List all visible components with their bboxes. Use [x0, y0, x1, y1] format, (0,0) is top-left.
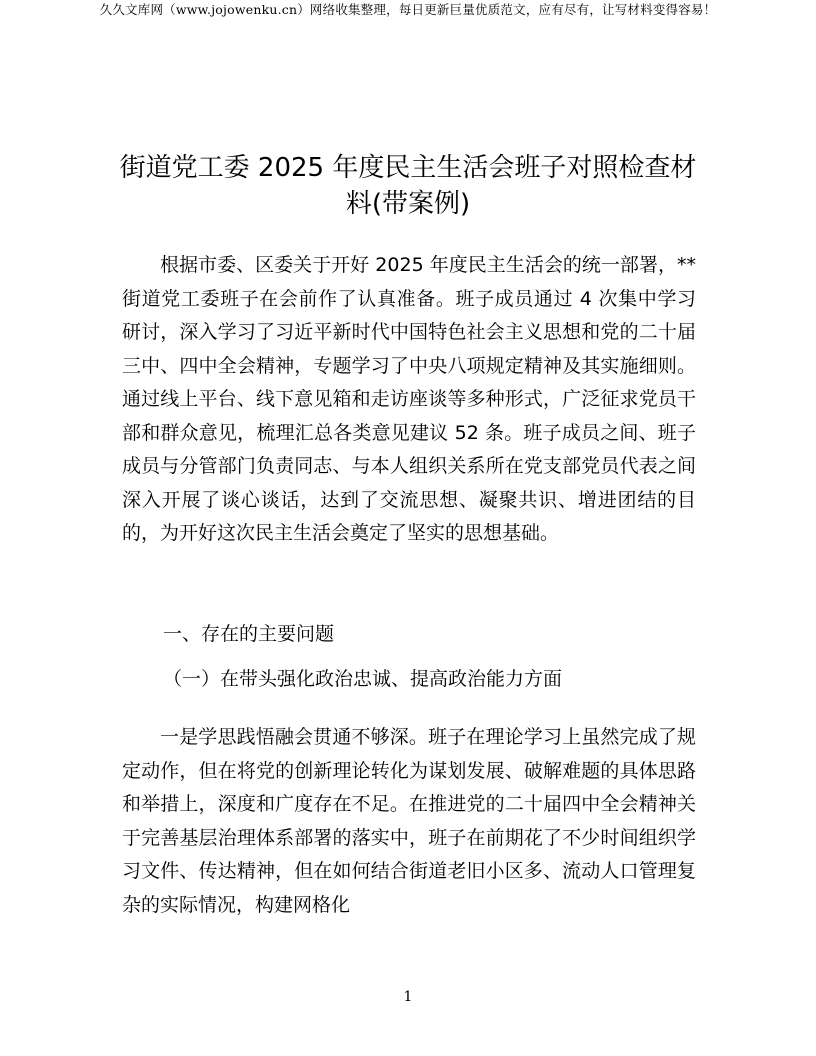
header-note: 久久文库网（www.jojowenku.cn）网络收集整理，每日更新巨量优质范文，应有尽有，让写材料变得容易！ — [99, 2, 717, 17]
point-paragraph: 一是学思践悟融会贯通不够深。班子在理论学习上虽然完成了规定动作，但在将党的创新理论转化为谋划发展、破解难题的具体思路和举措上，深度和广度存在不足。在推进党的二十届四中全会精神关于完善基层治理体系部署的落实中，班子在前期花了不少时间组织学习文件、传达精神，但在如何结合街道老旧小区多、流动人口管理复杂的实际情况，构建网格化 — [122, 726, 696, 916]
subsection-heading: （一）在带头强化政治忠诚、提高政治能力方面 — [163, 668, 563, 690]
page-number: 1 — [403, 989, 413, 1005]
intro-block — [122, 249, 696, 551]
document-title: 街道党工委 2025 年度民主生活会班子对照检查材料(带案例) — [119, 153, 697, 219]
section-heading: 一、存在的主要问题 — [163, 623, 335, 645]
intro-paragraph: 根据市委、区委关于开好 2025 年度民主生活会的统一部署，**街道党工委班子在会前作了认真准备。班子成员通过 4 次集中学习研讨，深入学习了习近平新时代中国特色社会主义思想和党的二十届三中、四中全会精神，专题学习了中央八项规定精神及其实施细则。通过线上平台、线下意见箱和走访座谈等多种形式，广泛征求党员干部和群众意见，梳理汇总各类意见建议 52 条。班子成员之间、班子成员与分管部门负责同志、与本人组织关系所在党支部党员代表之间深入开展了谈心谈话，达到了交流思想、凝聚共识、增进团结的目的，为开好这次民主生活会奠定了坚实的思想基础。 — [122, 254, 696, 544]
point-block — [122, 721, 696, 922]
